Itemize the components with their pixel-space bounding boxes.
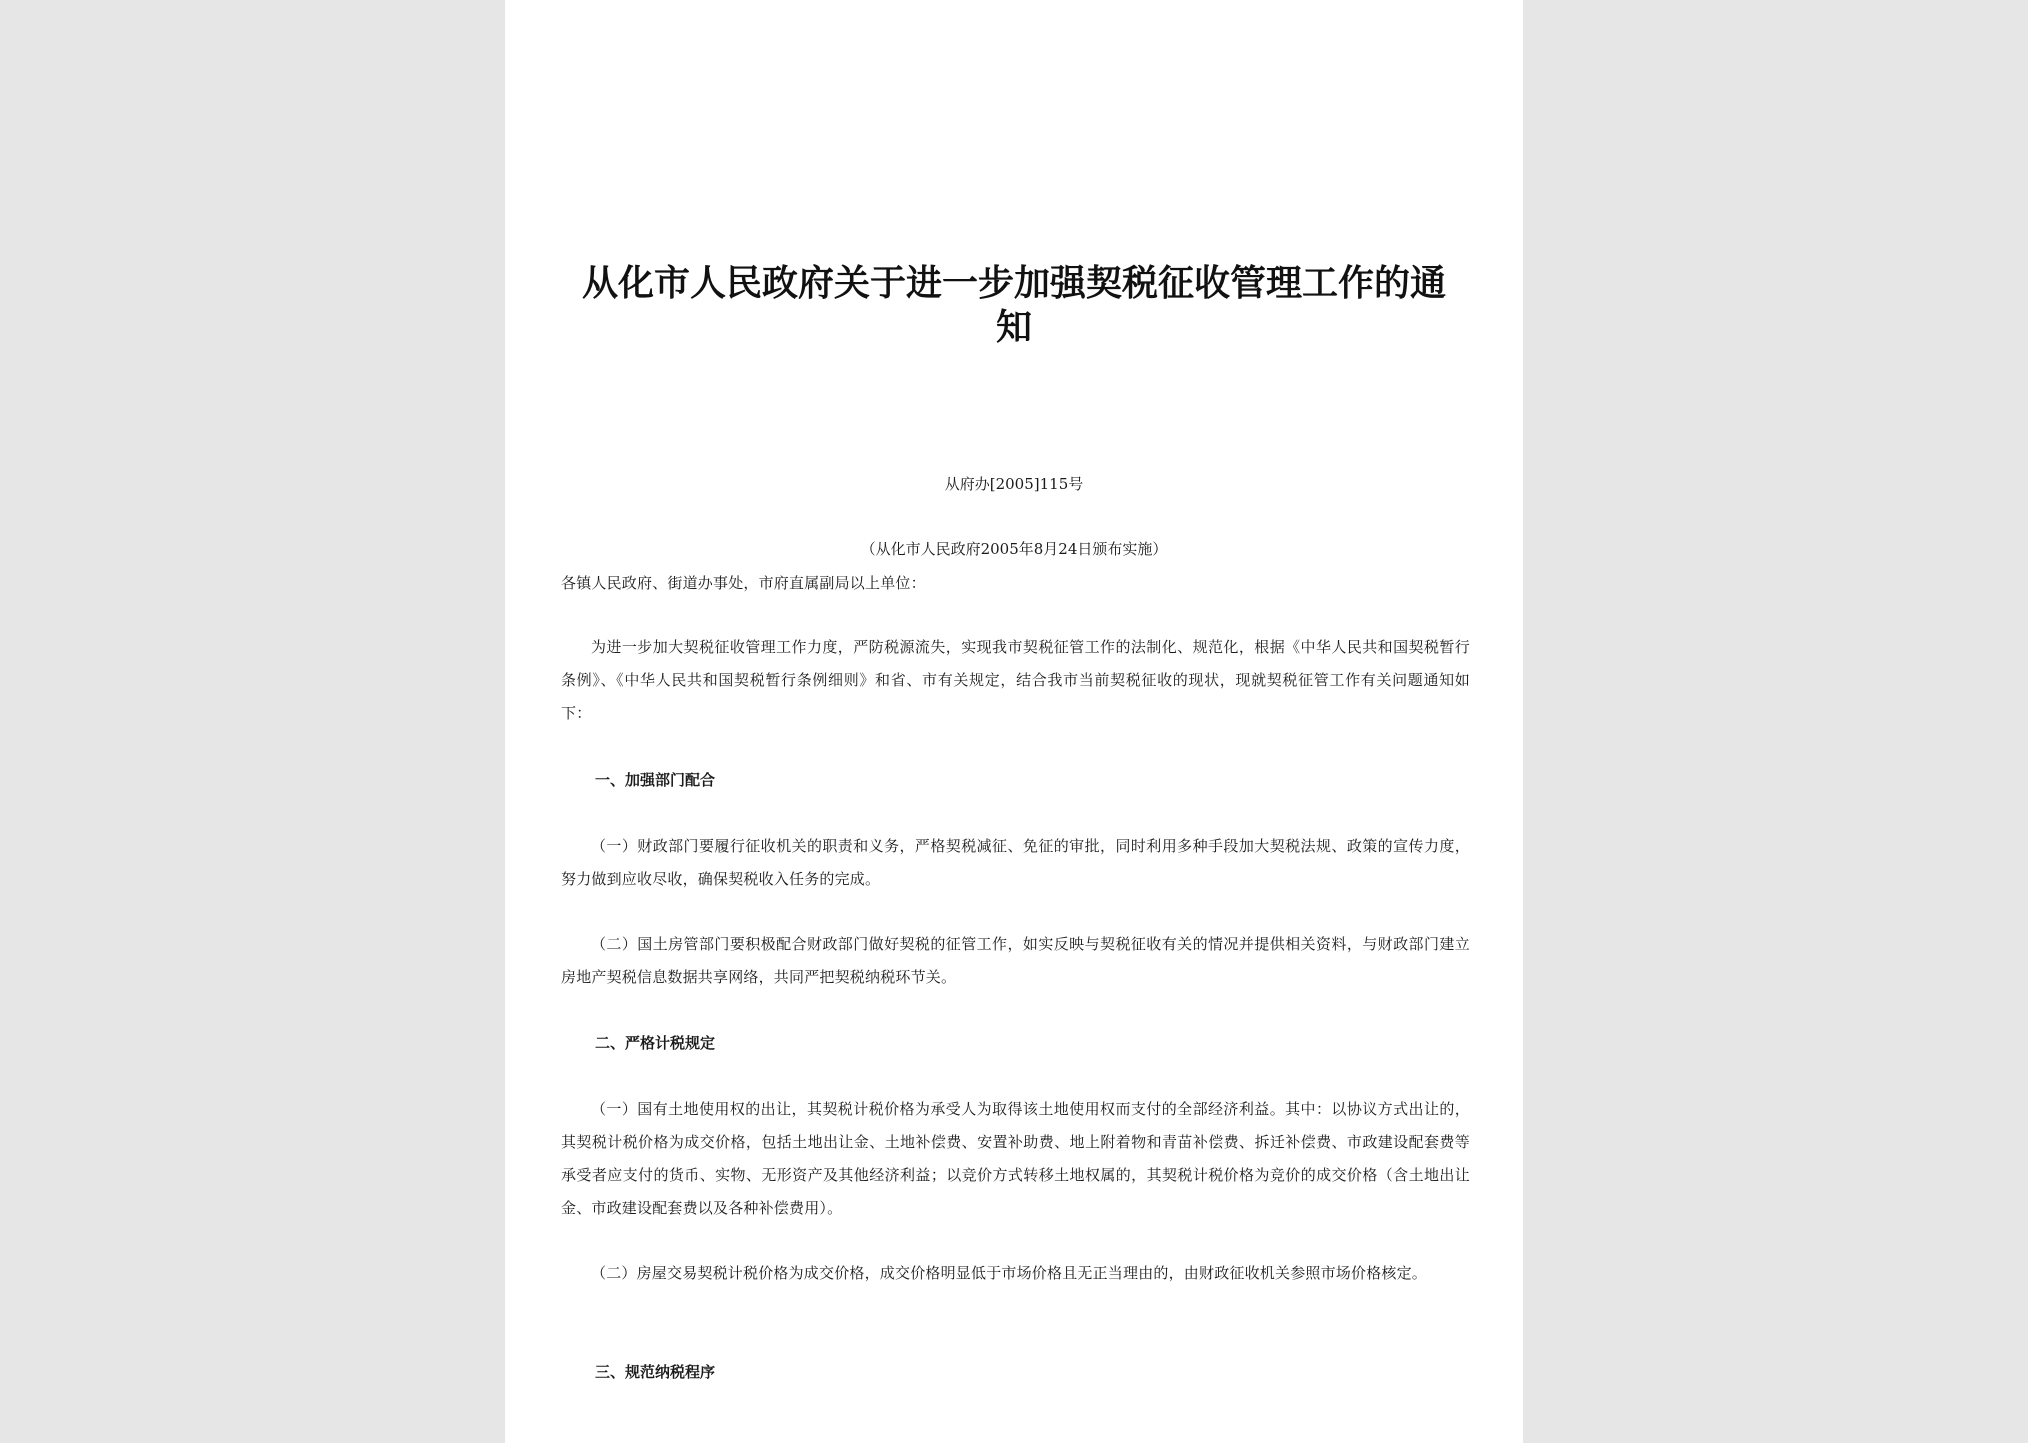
document-number: 从府办[2005]115号 — [944, 475, 1084, 493]
section-heading-3: 三、规范纳税程序 — [595, 1363, 716, 1381]
document-page — [505, 0, 1523, 1443]
section-heading-2: 二、严格计税规定 — [595, 1034, 716, 1052]
section-heading-1: 一、加强部门配合 — [595, 771, 716, 789]
document-title: 从化市人民政府关于进一步加强契税征收管理工作的通知 — [581, 263, 1446, 348]
intro-paragraph: 为进一步加大契税征收管理工作力度，严防税源流失，实现我市契税征管工作的法制化、规范化，根据《中华人民共和国契税暂行条例》、《中华人民共和国契税暂行条例细则》和省、市有关规定，结合我市当前契税征收的现状，现就契税征管工作有关问题通知如下： — [561, 638, 1470, 722]
issue-note: （从化市人民政府2005年8月24日颁布实施） — [860, 540, 1168, 558]
salutation: 各镇人民政府、街道办事处，市府直属副局以上单位： — [561, 574, 926, 592]
section2-paragraph-1: （一）国有土地使用权的出让，其契税计税价格为承受人为取得该土地使用权而支付的全部经济利益。其中：以协议方式出让的，其契税计税价格为成交价格，包括土地出让金、土地补偿费、安置补助费、地上附着物和青苗补偿费、拆迁补偿费、市政建设配套费等承受者应支付的货币、实物、无形资产及其他经济利益；以竞价方式转移土地权属的，其契税计税价格为竞价的成交价格（含土地出让金、市政建设配套费以及各种补偿费用）。 — [561, 1100, 1470, 1217]
section2-paragraph-2: （二）房屋交易契税计税价格为成交价格，成交价格明显低于市场价格且无正当理由的，由财政征收机关参照市场价格核定。 — [591, 1264, 1428, 1282]
section1-paragraph-1: （一）财政部门要履行征收机关的职责和义务，严格契税减征、免征的审批，同时利用多种手段加大契税法规、政策的宣传力度，努力做到应收尽收，确保契税收入任务的完成。 — [561, 837, 1470, 888]
section1-paragraph-2: （二）国土房管部门要积极配合财政部门做好契税的征管工作，如实反映与契税征收有关的情况并提供相关资料，与财政部门建立房地产契税信息数据共享网络，共同严把契税纳税环节关。 — [561, 935, 1470, 986]
